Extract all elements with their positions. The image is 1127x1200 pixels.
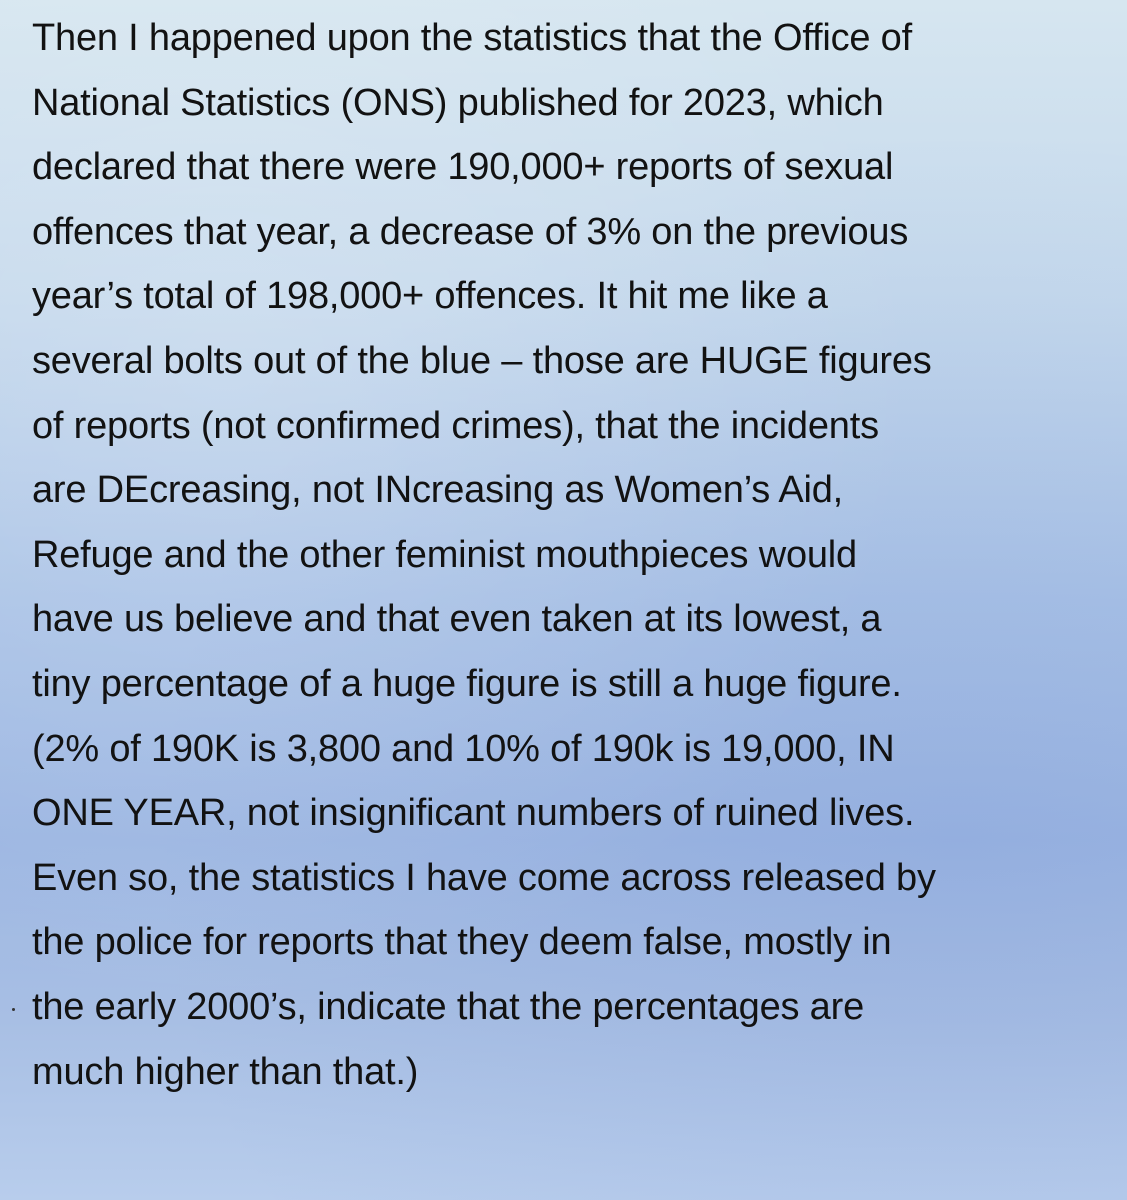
text-line: are DEcreasing, not INcreasing as Women’s Aid, [32,469,844,512]
body-paragraph [32,6,1112,1104]
text-line: several bolts out of the blue – those are HUGE figures [32,339,932,382]
text-line: have us believe and that even taken at its lowest, a [32,598,882,641]
text-line: the police for reports that they deem false, mostly in [32,921,892,964]
text-line: the early 2000’s, indicate that the percentages are [32,985,864,1028]
text-line: Refuge and the other feminist mouthpieces would [32,533,857,576]
text-line: Even so, the statistics I have come across released by [32,856,936,899]
text-line: offences that year, a decrease of 3% on the previous [32,210,909,253]
text-line: declared that there were 190,000+ reports of sexual [32,146,894,189]
text-line: (2% of 190K is 3,800 and 10% of 190k is 19,000, IN [32,727,895,770]
text-line: tiny percentage of a huge figure is still a huge figure. [32,662,902,705]
text-line: year’s total of 198,000+ offences. It hit me like a [32,275,828,318]
paper-speck [12,1008,15,1011]
text-line: ONE YEAR, not insignificant numbers of ruined lives. [32,792,915,835]
text-line: of reports (not confirmed crimes), that the incidents [32,404,879,447]
text-line: much higher than that.) [32,1050,419,1093]
text-line: National Statistics (ONS) published for 2023, which [32,81,884,124]
text-line: Then I happened upon the statistics that the Office of [32,17,912,59]
